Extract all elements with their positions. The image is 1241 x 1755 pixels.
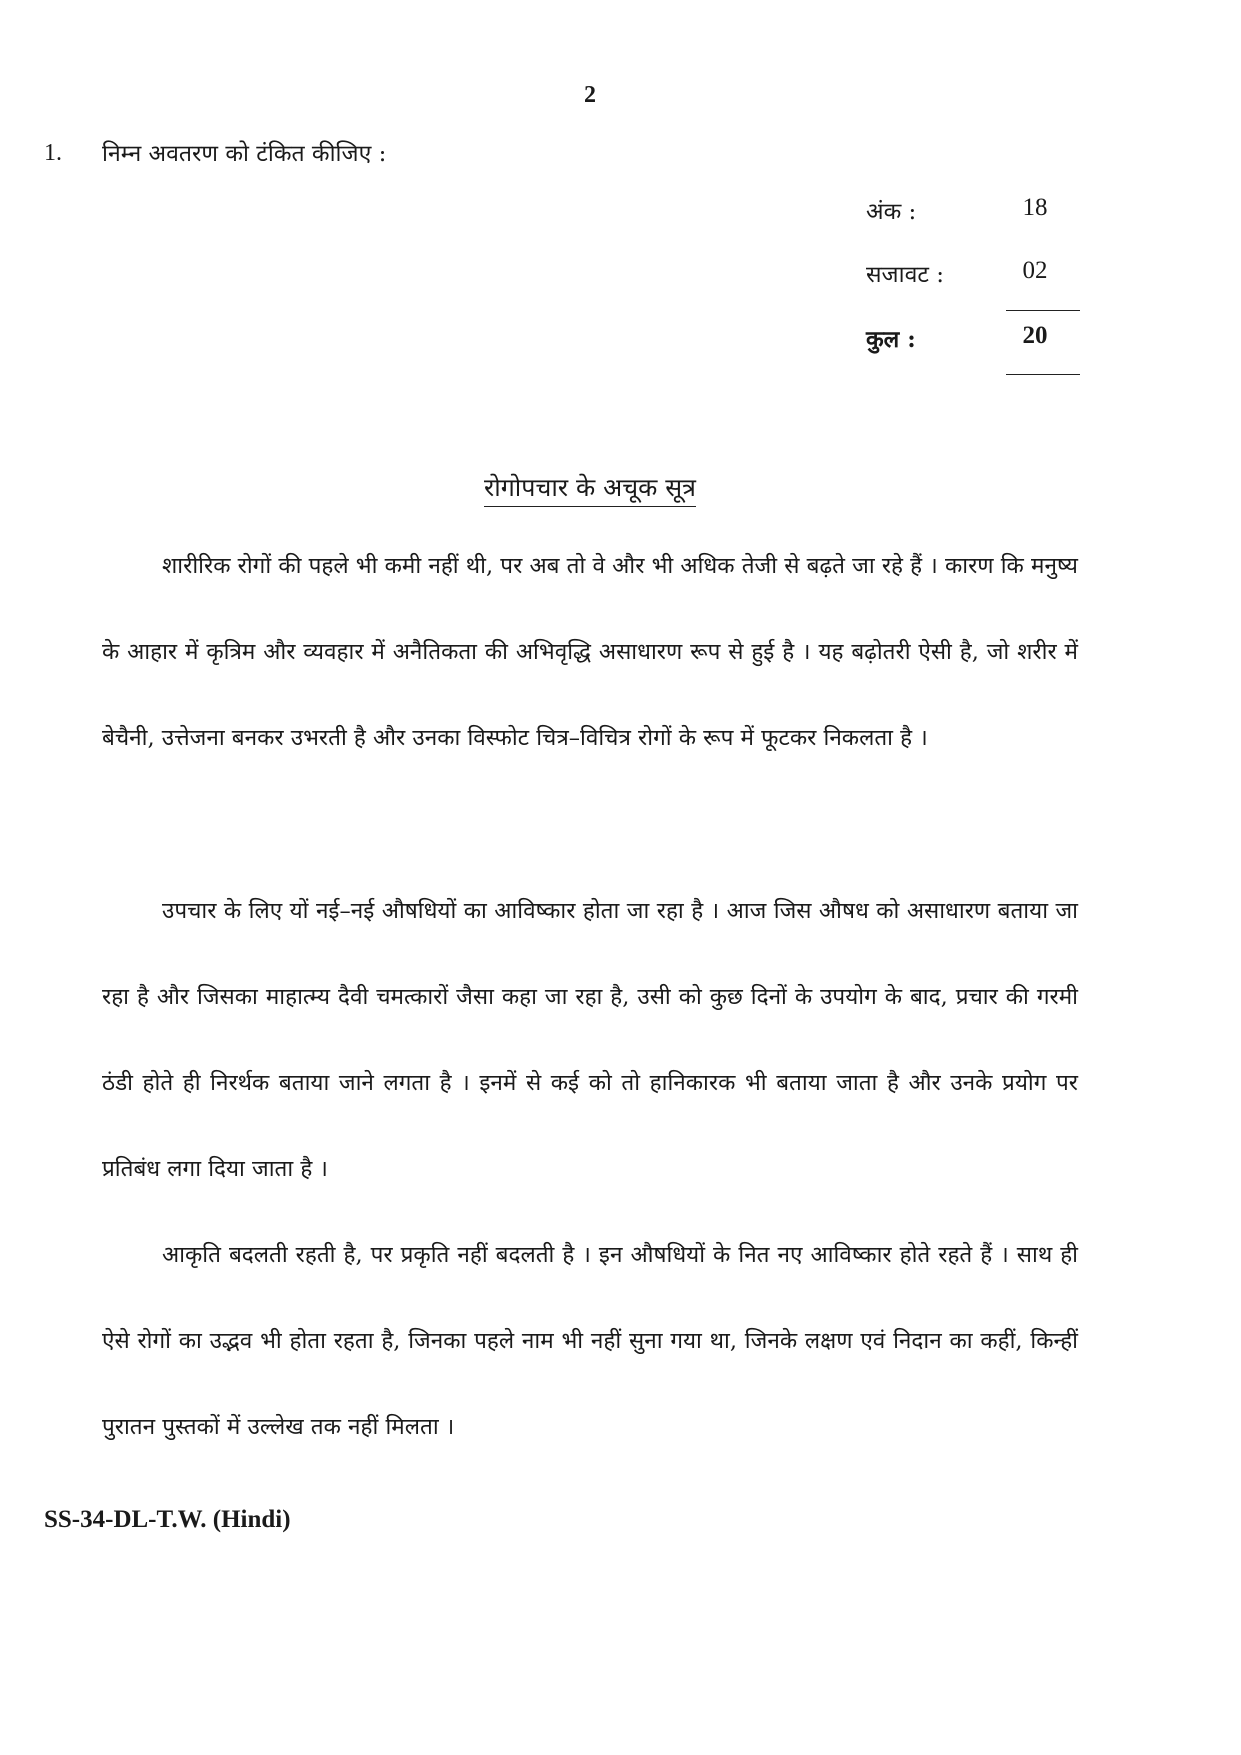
passage-title: [0, 470, 1180, 504]
paragraph-3: आकृति बदलती रहती है, पर प्रकृति नहीं बदलती है । इन औषधियों के नित नए आविष्कार होते रहते हैं । साथ ही ऐसे रोगों का उद्भव भी होता रहता है, जिनका पहले नाम भी नहीं सुना गया था, जिनके लक्षण एवं निदान का कहीं, किन्हीं पुरातन पुस्तकों में उल्लेख तक नहीं मिलता ।: [102, 1242, 1078, 1440]
marks-row: [866, 194, 1096, 234]
decoration-value: 02: [1022, 257, 1048, 284]
marks-value: 18: [1022, 194, 1048, 221]
marks-label: अंक :: [866, 199, 917, 225]
decoration-label: सजावट :: [866, 262, 945, 288]
paper-code: SS-34-DL-T.W. (Hindi): [44, 1506, 291, 1533]
page-number: 2: [584, 82, 596, 108]
question-number: 1.: [44, 140, 62, 166]
decoration-row: [866, 257, 1096, 297]
passage-title-text: रोगोपचार के अचूक सूत्र: [484, 473, 696, 507]
paragraph-2: उपचार के लिए यों नई–नई औषधियों का आविष्कार होता जा रहा है । आज जिस औषध को असाधारण बताया जा रहा है और जिसका माहात्म्य दैवी चमत्कारों जैसा कहा जा रहा है, उसी को कुछ दिनों के उपयोग के बाद, प्रचार की गरमी ठंडी होते ही निरर्थक बताया जाने लगता है । इनमें से कई को तो हानिकारक भी बताया जाता है और उनके प्रयोग पर प्रतिबंध लगा दिया जाता है ।: [102, 898, 1078, 1182]
total-rule: [1006, 374, 1080, 375]
total-row: [866, 322, 1096, 362]
paragraph-1: शारीरिक रोगों की पहले भी कमी नहीं थी, पर अब तो वे और भी अधिक तेजी से बढ़ते जा रहे हैं । कारण कि मनुष्य के आहार में कृत्रिम और व्यवहार में अनैतिकता की अभिवृद्धि असाधारण रूप से हुई है । यह बढ़ोतरी ऐसी है, जो शरीर में बेचैनी, उत्तेजना बनकर उभरती है और उनका विस्फोट चित्र–विचित्र रोगों के रूप में फूटकर निकलता है ।: [102, 553, 1078, 751]
total-value: 20: [1022, 322, 1048, 349]
question-instruction: निम्न अवतरण को टंकित कीजिए :: [102, 141, 387, 167]
sum-rule: [1006, 310, 1080, 311]
total-label: कुल :: [866, 326, 916, 353]
